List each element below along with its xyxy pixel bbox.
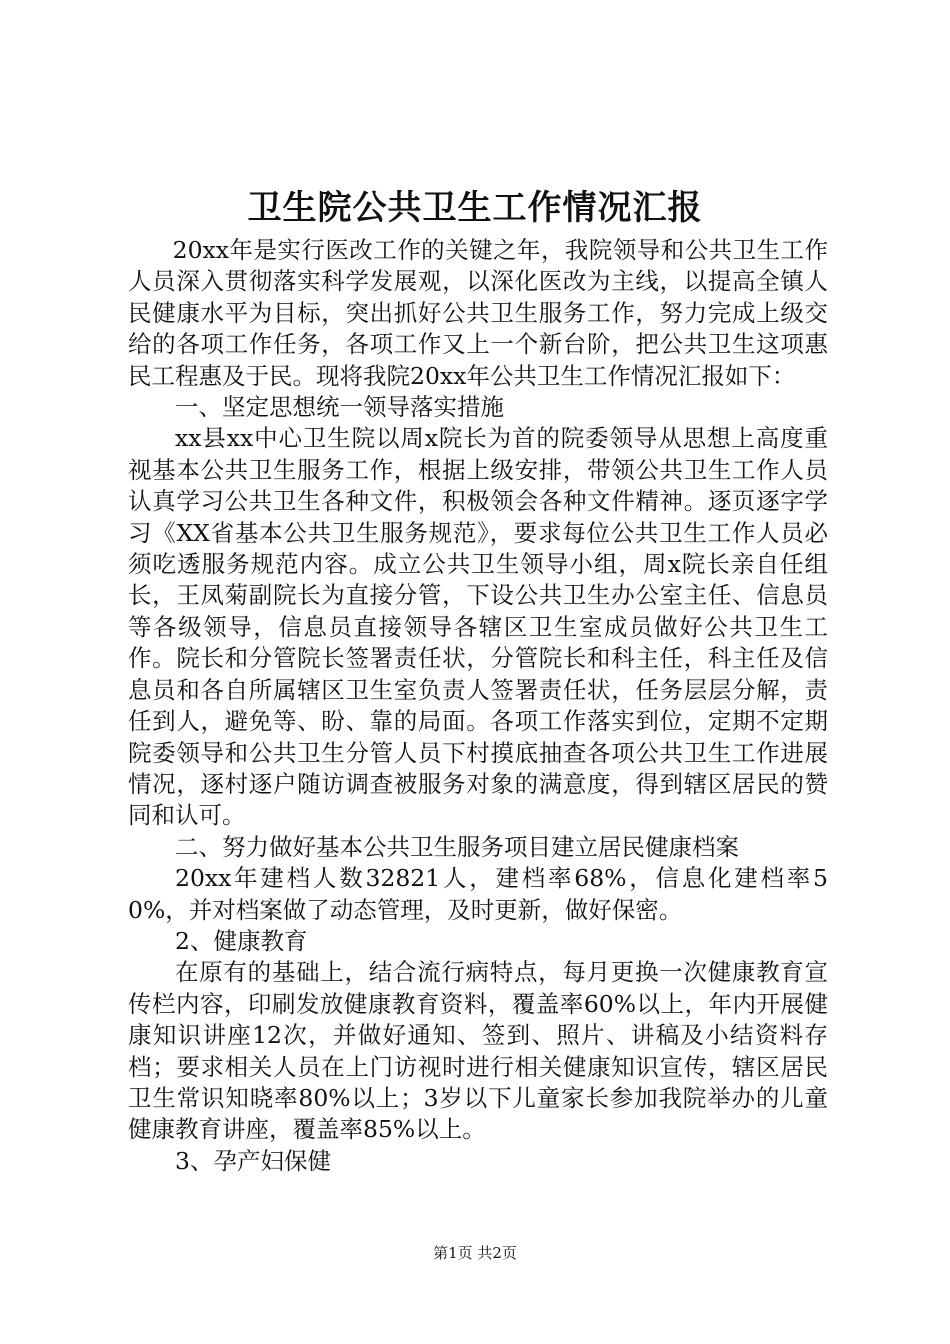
subsection-heading-health-education: 2、健康教育 [175, 926, 308, 955]
document-title: 卫生院公共卫生工作情况汇报 [247, 188, 703, 228]
section-heading-1: 一、坚定思想统一领导落实措施 [175, 393, 504, 422]
health-education-paragraph: 在原有的基础上，结合流行病特点，每月更换一次健康教育宣传栏内容，印刷发放健康教育资料，覆盖率60%以上，年内开展健康知识讲座12次，并做好通知、签到、照片、讲稿及小结资料存档；要求相关人员在上门访视时进行相关健康知识宣传，辖区居民卫生常识知晓率80%以上；3岁以下儿童家长参加我院举办的儿童健康教育讲座，覆盖率85%以上。 [128, 958, 828, 1144]
section-heading-2: 二、努力做好基本公共卫生服务项目建立居民健康档案 [175, 832, 739, 861]
document-body [128, 235, 828, 1177]
section-1-paragraph: xx县xx中心卫生院以周x院长为首的院委领导从思想上高度重视基本公共卫生服务工作，根据上级安排，带领公共卫生工作人员认真学习公共卫生各种文件，积极领会各种文件精神。逐页逐字学习《XX省基本公共卫生服务规范》，要求每位公共卫生工作人员必须吃透服务规范内容。成立公共卫生领导小组，周x院长亲自任组长，王凤菊副院长为直接分管，下设公共卫生办公室主任、信息员等各级领导，信息员直接领导各辖区卫生室成员做好公共卫生工作。院长和分管院长签署责任状，分管院长和科主任，科主任及信息员和各自所属辖区卫生室负责人签署责任状，任务层层分解，责任到人，避免等、盼、靠的局面。各项工作落实到位，定期不定期院委领导和公共卫生分管人员下村摸底抽查各项公共卫生工作进展情况，逐村逐户随访调查被服务对象的满意度，得到辖区居民的赞同和认可。 [128, 424, 828, 830]
intro-paragraph: 20xx年是实行医改工作的关键之年，我院领导和公共卫生工作人员深入贯彻落实科学发展观，以深化医改为主线，以提高全镇人民健康水平为目标，突出抓好公共卫生服务工作，努力完成上级交给的各项工作任务，各项工作又上一个新台阶，把公共卫生这项惠民工程惠及于民。现将我院20xx年公共卫生工作情况汇报如下： [128, 236, 828, 390]
health-records-paragraph: 20xx年建档人数32821人，建档率68%，信息化建档率50%，并对档案做了动态管理，及时更新，做好保密。 [128, 864, 828, 924]
subsection-heading-maternal-care: 3、孕产妇保健 [175, 1146, 331, 1175]
page-number-footer: 第1页 共2页 [433, 1244, 517, 1262]
